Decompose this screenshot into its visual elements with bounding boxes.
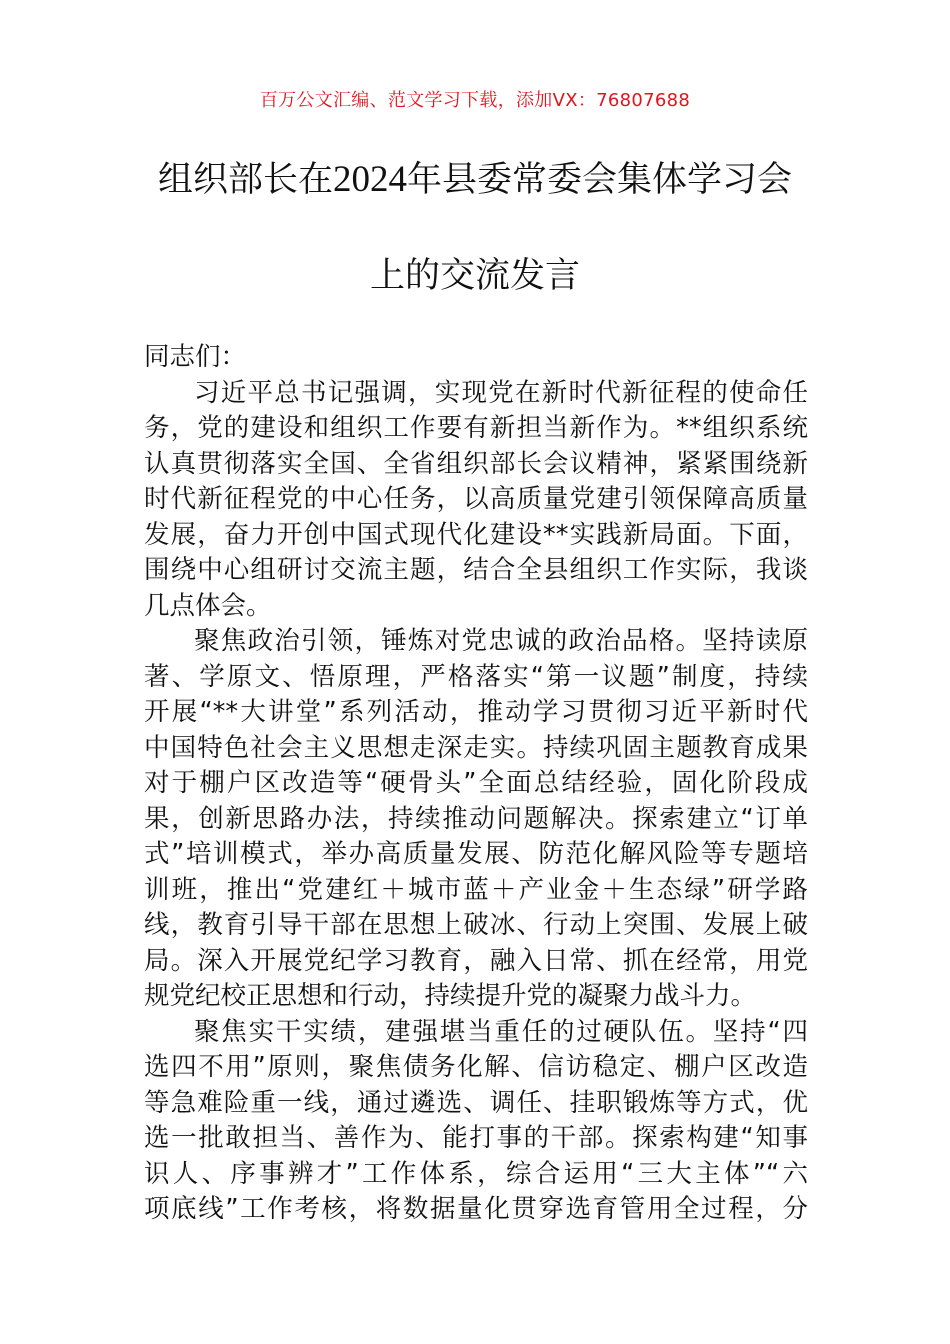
paragraph-intro: [144, 376, 808, 625]
watermark-banner: 百万公文汇编、范文学习下载，添加VX：76807688: [259, 90, 691, 111]
paragraph-line: 规党纪校正思想和行动，持续提升党的凝聚力战斗力。: [144, 981, 757, 1011]
paragraph-line: 式”培训模式，举办高质量发展、防范化解风险等专题培: [144, 839, 808, 869]
paragraph-line: 务，党的建设和组织工作要有新担当新作为。**组织系统: [144, 413, 808, 443]
paragraph-line: 发展，奋力开创中国式现代化建设**实践新局面。下面，: [144, 519, 808, 550]
paragraph-line: 围绕中心组研讨交流主题，结合全县组织工作实际，我谈: [144, 555, 808, 585]
salutation: 同志们：: [144, 342, 247, 372]
paragraph-cadre-team: [144, 1015, 808, 1228]
paragraph-line: 聚焦政治引领，锤炼对党忠诚的政治品格。坚持读原: [194, 626, 808, 656]
paragraph-line: 训班，推出“党建红＋城市蓝＋产业金＋生态绿”研学路: [144, 874, 808, 905]
paragraph-line: 开展“**大讲堂”系列活动，推动学习贯彻习近平新时代: [144, 697, 808, 727]
document-body: [144, 340, 808, 1228]
document-title-line-1: [0, 152, 950, 202]
paragraph-line: 著、学原文、悟原理，严格落实“第一议题”制度，持续: [144, 661, 808, 692]
paragraph-line: 习近平总书记强调，实现党在新时代新征程的使命任: [194, 377, 808, 408]
paragraph-line: 中国特色社会主义思想走深走实。持续巩固主题教育成果: [144, 732, 808, 763]
paragraph-line: 几点体会。: [144, 590, 272, 621]
paragraph-line: 局。深入开展党纪学习教育，融入日常、抓在经常，用党: [144, 945, 808, 976]
title-suffix: 年县委常委会集体学习会: [407, 160, 793, 200]
paragraph-line: 等急难险重一线，通过遴选、调任、挂职锻炼等方式，优: [144, 1087, 808, 1118]
title-year: 2024: [333, 159, 407, 200]
paragraph-line: 果，创新思路办法，持续推动问题解决。探索建立“订单: [144, 803, 808, 834]
paragraph-line: 选四不用”原则，聚焦债务化解、信访稳定、棚户区改造: [144, 1052, 808, 1082]
title-prefix: 组织部长在: [157, 160, 333, 200]
paragraph-line: 线，教育引导干部在思想上破冰、行动上突围、发展上破: [144, 910, 808, 940]
paragraph-political-leadership: [144, 624, 808, 1015]
paragraph-line: 选一批敢担当、善作为、能打事的干部。探索构建“知事: [144, 1123, 808, 1153]
paragraph-line: 时代新征程党的中心任务，以高质量党建引领保障高质量: [144, 484, 808, 514]
paragraph-line: 聚焦实干实绩，建强堪当重任的过硬队伍。坚持“四: [194, 1016, 808, 1047]
paragraph-line: 识人、序事辨才”工作体系，综合运用“三大主体”“六: [144, 1158, 808, 1189]
document-title-line-2: 上的交流发言: [369, 256, 580, 296]
paragraph-line: 认真贯彻落实全国、全省组织部长会议精神，紧紧围绕新: [144, 448, 808, 479]
paragraph-line: 项底线”工作考核，将数据量化贯穿选育管用全过程，分: [144, 1194, 808, 1224]
paragraph-line: 对于棚户区改造等“硬骨头”全面总结经验，固化阶段成: [144, 768, 808, 798]
